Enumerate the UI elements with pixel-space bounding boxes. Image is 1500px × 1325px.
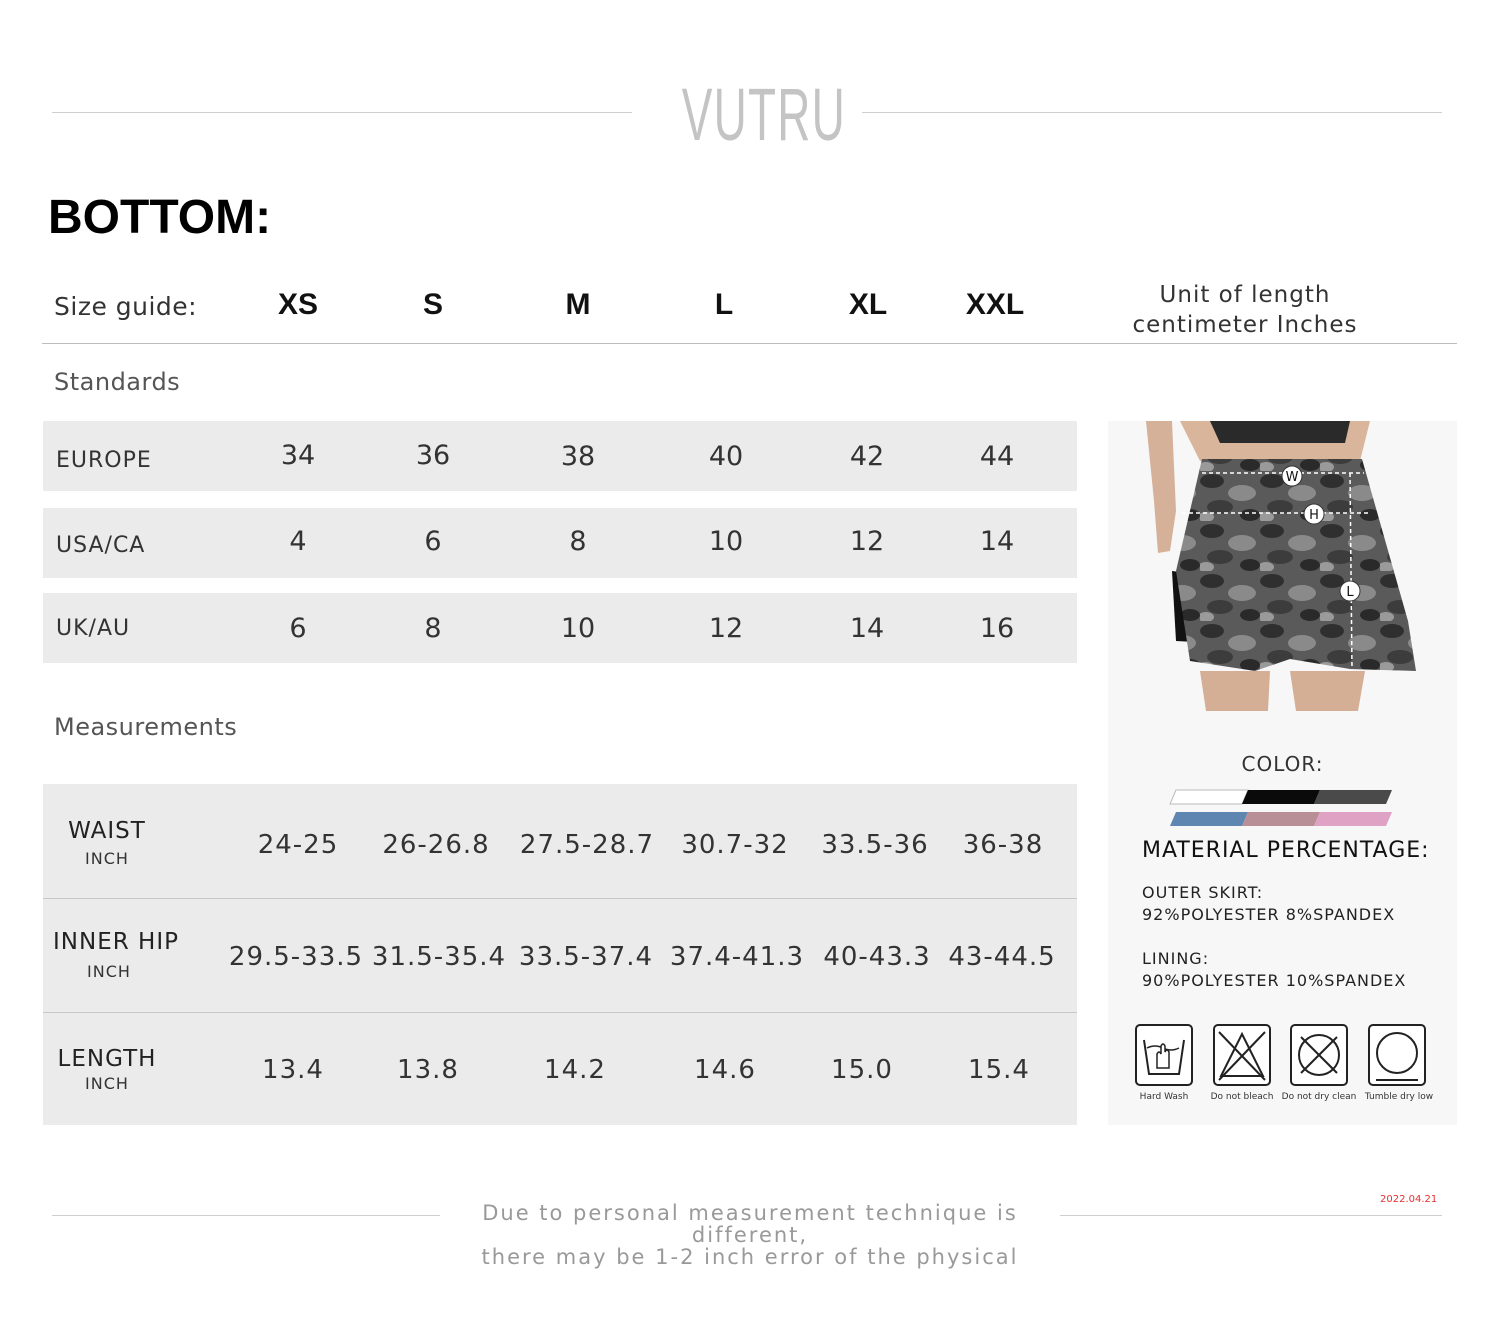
size-header-xxl: XXL bbox=[965, 288, 1025, 321]
table-cell: 8 bbox=[424, 613, 442, 644]
do-not-bleach-icon bbox=[1213, 1024, 1271, 1086]
footer-line-2: there may be 1-2 inch error of the physical bbox=[481, 1245, 1019, 1269]
table-cell: 26-26.8 bbox=[382, 830, 490, 860]
row-unit-length: INCH bbox=[85, 1074, 129, 1093]
model-arm bbox=[1146, 421, 1176, 553]
table-cell: 36 bbox=[415, 440, 451, 471]
measurements-title: Measurements bbox=[54, 713, 238, 741]
swatch-black bbox=[1242, 790, 1320, 804]
table-cell: 6 bbox=[289, 613, 307, 644]
table-cell: 36-38 bbox=[962, 830, 1044, 860]
care-label-tumble-dry: Tumble dry low bbox=[1364, 1092, 1434, 1102]
row-divider bbox=[43, 898, 1077, 899]
marker-l-text: L bbox=[1346, 585, 1354, 600]
tumble-dry-low-icon bbox=[1368, 1024, 1426, 1086]
table-cell: 14 bbox=[849, 613, 885, 644]
care-label-hand-wash: Hard Wash bbox=[1139, 1092, 1189, 1102]
table-cell: 15.4 bbox=[968, 1055, 1030, 1085]
size-header-s: S bbox=[422, 288, 443, 321]
table-cell: 30.7-32 bbox=[681, 830, 789, 860]
care-label-no-bleach: Do not bleach bbox=[1210, 1092, 1274, 1102]
table-cell: 24-25 bbox=[257, 830, 339, 860]
size-header-xl: XL bbox=[848, 288, 888, 321]
row-label-usa: USA/CA bbox=[56, 533, 146, 558]
unit-line-2: centimeter Inches bbox=[1132, 312, 1358, 338]
row-divider bbox=[43, 1012, 1077, 1013]
table-cell: 10 bbox=[560, 613, 596, 644]
table-cell: 12 bbox=[708, 613, 744, 644]
hand-wash-icon bbox=[1135, 1024, 1193, 1086]
unit-line-1: Unit of length bbox=[1159, 282, 1331, 308]
row-label-length: LENGTH bbox=[57, 1046, 157, 1072]
model-leg-right bbox=[1290, 671, 1365, 711]
table-cell: 12 bbox=[849, 526, 885, 557]
footer-disclaimer bbox=[440, 1202, 1060, 1268]
model-leg-left bbox=[1200, 671, 1270, 711]
footer-rule-right bbox=[1060, 1215, 1442, 1216]
table-cell: 14.6 bbox=[694, 1055, 756, 1085]
table-cell: 10 bbox=[708, 526, 744, 557]
table-cell: 13.4 bbox=[262, 1055, 324, 1085]
table-cell: 16 bbox=[979, 613, 1015, 644]
table-cell: 14.2 bbox=[544, 1055, 606, 1085]
outer-skirt-label: OUTER SKIRT: bbox=[1142, 883, 1264, 902]
table-cell: 37.4-41.3 bbox=[669, 942, 805, 972]
table-cell: 4 bbox=[289, 526, 307, 557]
size-guide-label: Size guide: bbox=[54, 292, 198, 321]
size-header-l: L bbox=[714, 288, 734, 321]
swatch-camo bbox=[1314, 790, 1392, 804]
lining-value: 90%POLYESTER 10%SPANDEX bbox=[1142, 971, 1407, 990]
table-cell: 33.5-37.4 bbox=[518, 942, 654, 972]
brand-logo: VUTRU bbox=[681, 73, 847, 156]
table-cell: 8 bbox=[569, 526, 587, 557]
size-guide-divider bbox=[42, 343, 1457, 344]
table-cell: 40-43.3 bbox=[823, 942, 931, 972]
footer-line-1: Due to personal measurement technique is different, bbox=[482, 1201, 1018, 1247]
table-cell: 14 bbox=[979, 526, 1015, 557]
swatch-white bbox=[1170, 790, 1248, 804]
header-rule-right bbox=[862, 112, 1442, 113]
table-cell: 13.8 bbox=[397, 1055, 459, 1085]
outer-skirt-info bbox=[1142, 882, 1395, 926]
marker-h-text: H bbox=[1309, 508, 1319, 523]
row-label-europe: EUROPE bbox=[56, 448, 152, 473]
table-cell: 34 bbox=[280, 440, 316, 471]
row-unit-inner-hip: INCH bbox=[87, 962, 131, 981]
outer-skirt-value: 92%POLYESTER 8%SPANDEX bbox=[1142, 905, 1396, 924]
table-cell: 38 bbox=[560, 441, 596, 472]
swatch-mauve bbox=[1242, 812, 1320, 826]
standards-title: Standards bbox=[54, 368, 181, 396]
camo-skirt bbox=[1176, 459, 1416, 671]
lining-info bbox=[1142, 948, 1406, 992]
model-top bbox=[1210, 421, 1350, 443]
swatch-blue bbox=[1170, 812, 1248, 826]
size-header-xs: XS bbox=[277, 288, 319, 321]
table-cell: 43-44.5 bbox=[948, 942, 1056, 972]
table-cell: 29.5-33.5 bbox=[228, 942, 364, 972]
footer-rule-left bbox=[52, 1215, 440, 1216]
material-title: MATERIAL PERCENTAGE: bbox=[1142, 838, 1430, 863]
row-label-uk: UK/AU bbox=[56, 616, 131, 641]
row-label-inner-hip: INNER HIP bbox=[53, 929, 179, 955]
product-image bbox=[1140, 421, 1430, 711]
table-cell: 40 bbox=[708, 441, 744, 472]
table-cell: 15.0 bbox=[831, 1055, 893, 1085]
care-label-no-dry-clean: Do not dry clean bbox=[1281, 1092, 1357, 1102]
table-cell: 27.5-28.7 bbox=[519, 830, 655, 860]
row-label-waist: WAIST bbox=[68, 818, 146, 844]
unit-of-length bbox=[1100, 280, 1390, 340]
color-swatches bbox=[1168, 788, 1398, 830]
table-cell: 42 bbox=[849, 441, 885, 472]
table-cell: 6 bbox=[424, 526, 442, 557]
marker-w-text: W bbox=[1285, 470, 1299, 485]
do-not-dry-clean-icon bbox=[1290, 1024, 1348, 1086]
date-stamp: 2022.04.21 bbox=[1380, 1194, 1438, 1205]
section-title: BOTTOM: bbox=[48, 191, 272, 244]
lining-label: LINING: bbox=[1142, 949, 1210, 968]
color-label: COLOR: bbox=[1241, 752, 1324, 776]
table-cell: 31.5-35.4 bbox=[371, 942, 507, 972]
size-header-m: M bbox=[565, 288, 591, 321]
row-unit-waist: INCH bbox=[85, 849, 129, 868]
table-cell: 33.5-36 bbox=[821, 830, 929, 860]
swatch-pink bbox=[1314, 812, 1392, 826]
header-rule-left bbox=[52, 112, 632, 113]
table-cell: 44 bbox=[979, 441, 1015, 472]
